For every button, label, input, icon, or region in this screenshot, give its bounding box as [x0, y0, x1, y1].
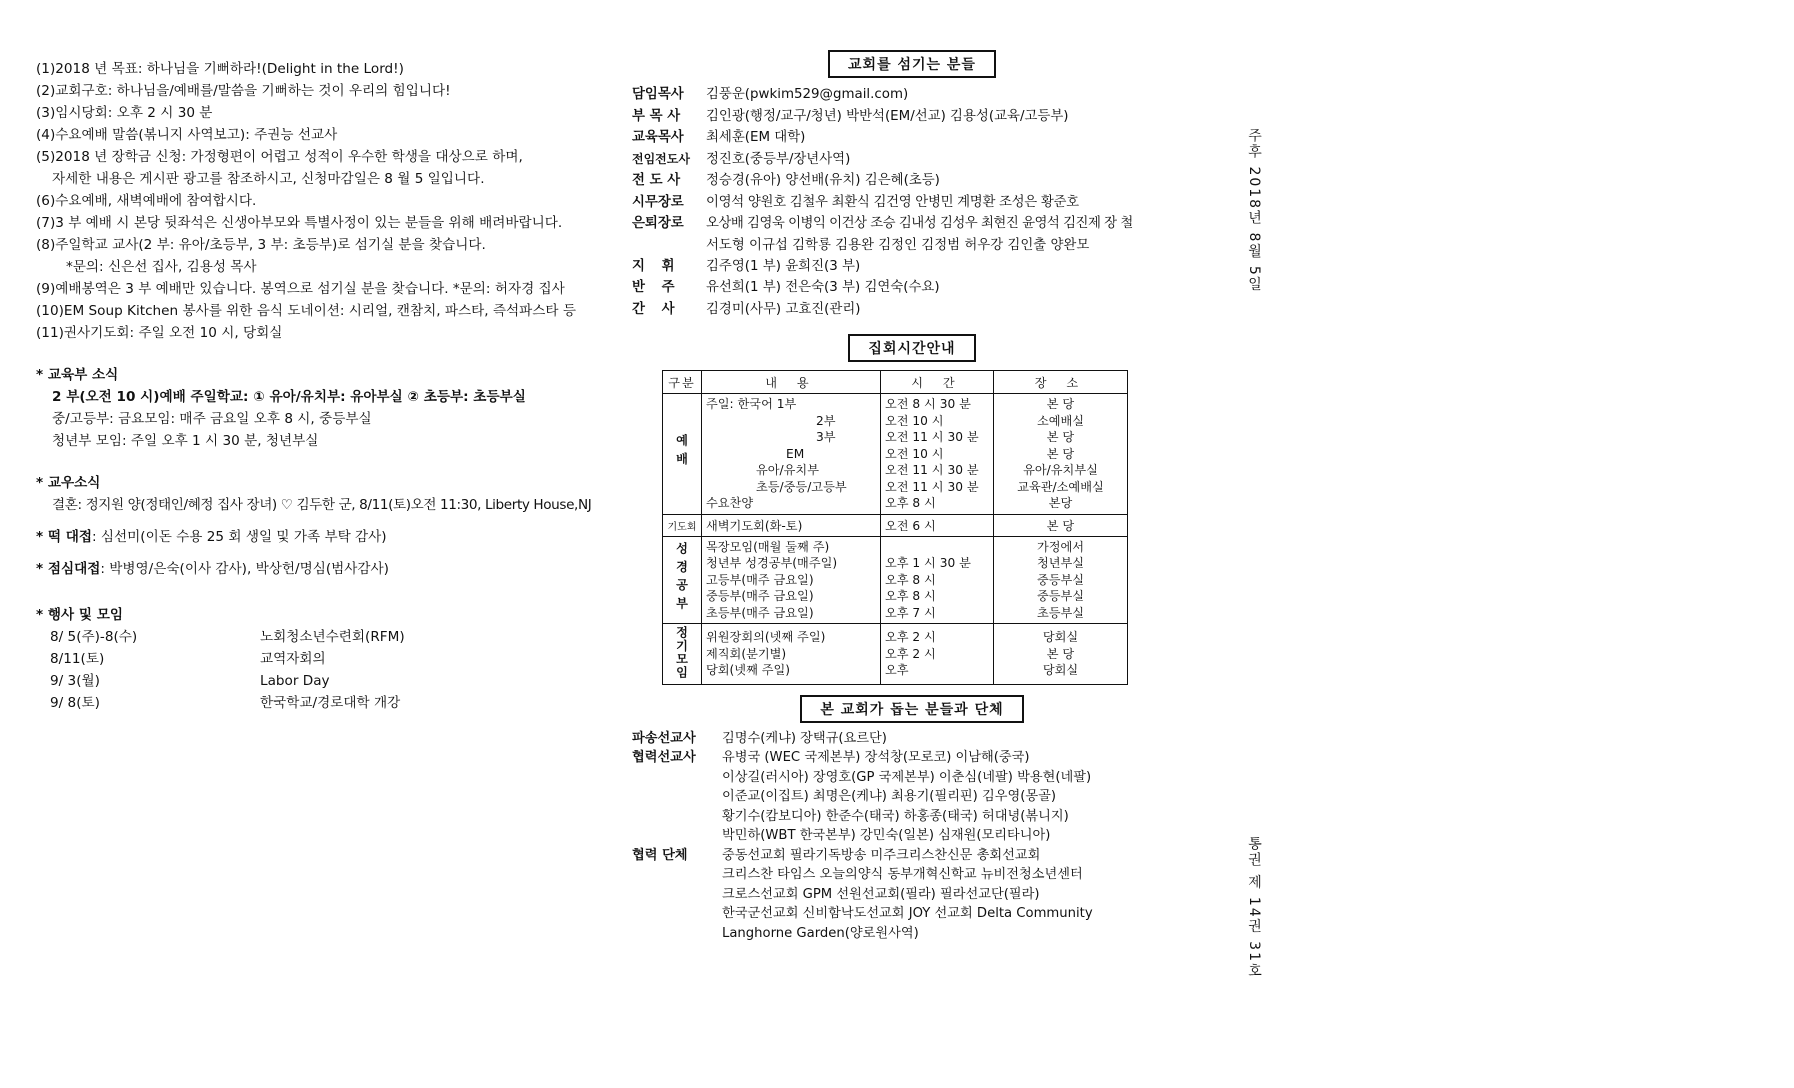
staff-row	[632, 213, 1192, 235]
staff-row	[632, 106, 1192, 128]
content-item: EM	[786, 446, 805, 461]
staff-role: 전임전도사	[632, 151, 690, 166]
announcement-3: (3)임시당회: 오후 2 시 30 분	[36, 105, 213, 121]
bulletin-volume: 통권 제 14권 31호	[1246, 836, 1262, 979]
worship-content	[702, 394, 881, 515]
staff-names: 최세훈(EM 대학)	[706, 130, 806, 145]
bible-category	[663, 536, 702, 624]
announcement-4: (4)수요예배 말씀(볶니지 사역보고): 주권능 선교사	[36, 127, 338, 143]
bible-category-label: 성경공부	[674, 541, 689, 615]
staff-names: 정진호(중등부/장년사역)	[706, 151, 851, 167]
header-category: 구분	[663, 371, 702, 394]
news-section-title: * 교우소식	[36, 472, 596, 494]
time-item: 오후 2 시	[885, 646, 936, 661]
content-item: 유아/유치부	[756, 463, 819, 477]
event-name: 교역자회의	[260, 651, 326, 667]
place-item: 당회실	[1042, 663, 1079, 678]
bible-content	[702, 536, 881, 624]
place-item: 초등부실	[1036, 605, 1085, 620]
event-name: Labor Day	[260, 673, 330, 689]
place-item: 가정에서	[1036, 539, 1085, 554]
staff-role: 교육목사	[632, 130, 684, 145]
time-item: 오후 8 시	[885, 496, 936, 510]
event-name: 한국학교/경로대학 개강	[260, 695, 401, 711]
staff-names: 김주영(1 부) 윤희진(3 부)	[706, 258, 861, 274]
staff-names: 이영석 양원호 김철우 최환식 김건영 안병민 계명환 조성은 황준호	[706, 194, 1079, 210]
mission-title: 본 교회가 돕는 분들과 단체	[800, 695, 1023, 723]
staff-names: 김풍운(pwkim529@gmail.com)	[706, 87, 909, 102]
staff-row	[632, 127, 1192, 149]
schedule-title: 집회시간안내	[848, 334, 975, 362]
content-item: 중등부(매주 금요일)	[706, 589, 814, 603]
bible-time	[881, 536, 994, 624]
prayer-content: 새벽기도회(화-토)	[702, 514, 881, 536]
header-time: 시 간	[881, 371, 994, 394]
place-item: 청년부실	[1036, 556, 1085, 570]
prayer-row	[663, 514, 1128, 536]
coop-missionaries-line: 황기수(캄보디아) 한준수(태국) 하홍종(태국) 허대녕(볶니지)	[722, 808, 1069, 824]
staff-role: 담임목사	[632, 87, 684, 102]
prayer-time: 오전 6 시	[881, 514, 994, 536]
content-item: 3부	[816, 430, 836, 444]
staff-role: 지 휘	[632, 258, 681, 274]
regular-category	[663, 624, 702, 685]
header-place: 장 소	[994, 371, 1128, 394]
lunch-text: : 박병영/은숙(이사 감사), 박상헌/명심(범사감사)	[100, 561, 389, 577]
place-item: 중등부실	[1036, 589, 1085, 603]
prayer-category: 기도회	[663, 514, 702, 536]
edu-line-2: 중/고등부: 금요모임: 매주 금요일 오후 8 시, 중등부실	[52, 411, 372, 427]
time-item: 오후 8 시	[885, 589, 936, 603]
coop-org-line: Langhorne Garden(양로원사역)	[722, 925, 919, 941]
announcement-5-cont: 자세한 내용은 게시판 광고를 참조하시고, 신청마감일은 8 월 5 일입니다.	[52, 171, 485, 187]
edu-line-3: 청년부 모임: 주일 오후 1 시 30 분, 청년부실	[52, 433, 319, 449]
place-item: 본 당	[1046, 397, 1075, 411]
regular-category-label: 정기모임	[674, 626, 689, 679]
place-item: 본당	[1048, 496, 1073, 510]
staff-row	[632, 277, 1192, 299]
staff-row	[632, 299, 1192, 321]
worship-place	[994, 394, 1128, 515]
event-date: 9/ 8(토)	[50, 695, 100, 711]
announcement-10: (10)EM Soup Kitchen 봉사를 위한 음식 도네이션: 시리얼, 캔참치, 파스타, 즉석파스타 등	[36, 303, 576, 319]
announcement-11: (11)권사기도회: 주일 오전 10 시, 당회실	[36, 325, 283, 341]
coop-org-line: 크리스찬 타임스 오늘의양식 동부개혁신학교 뉴비전청소년센터	[722, 867, 1083, 883]
announcement-8: (8)주일학교 교사(2 부: 유아/초등부, 3 부: 초등부)로 섬기실 분을 찾습니다.	[36, 237, 486, 253]
content-item: 청년부 성경공부(매주일)	[706, 556, 838, 570]
place-item: 중등부실	[1036, 572, 1085, 587]
schedule-title-wrap	[632, 334, 1192, 362]
time-item: 오전 8 시 30 분	[885, 397, 971, 411]
announcement-9: (9)예배봉역은 3 부 예배만 있습니다. 봉역으로 섬기실 분을 찾습니다. *문의: 허자경 집사	[36, 281, 565, 297]
lunch-label: * 점심대접	[36, 561, 100, 577]
place-item: 본 당	[1046, 430, 1075, 444]
news-wedding: 결혼: 정지원 양(정태인/혜정 집사 장녀) ♡ 김두한 군, 8/11(토)오전 11:30, Liberty House,NJ	[52, 497, 592, 513]
event-date: 9/ 3(월)	[50, 673, 100, 689]
announcement-5: (5)2018 년 장학금 신청: 가정형편이 어렵고 성적이 우수한 학생을 대상으로 하며,	[36, 149, 523, 165]
edu-section-title: * 교육부 소식	[36, 364, 596, 386]
staff-row	[632, 192, 1192, 214]
announcement-1: (1)2018 년 목표: 하나님을 기뻐하라!(Delight in the Lord!)	[36, 61, 404, 77]
time-item: 오전 10 시	[885, 446, 944, 461]
staff-names: 김인광(행정/교구/청년) 박반석(EM/선교) 김용성(교육/고등부)	[706, 108, 1069, 124]
mission-names: 중동선교회 필라기독방송 미주크리스찬신문 총회선교회	[722, 847, 1041, 863]
place-item: 본 당	[1046, 646, 1075, 661]
event-date: 8/ 5(주)-8(수)	[50, 629, 138, 645]
content-item: 초등부(매주 금요일)	[706, 605, 814, 620]
time-item: 오후 7 시	[885, 605, 936, 620]
coop-missionaries-line: 이준교(이집트) 최명은(케냐) 최용기(필리핀) 김우영(몽골)	[722, 789, 1056, 805]
bible-row	[663, 536, 1128, 624]
place-item: 유아/유치부실	[1023, 463, 1098, 477]
time-item: 오후 8 시	[885, 572, 936, 587]
staff-role: 시무장로	[632, 194, 684, 210]
mission-row	[632, 729, 1192, 749]
staff-role: 은퇴장로	[632, 216, 684, 231]
right-column	[632, 50, 1192, 943]
announcement-2: (2)교회구호: 하나님을/예배를/말씀을 기뻐하는 것이 우리의 힘입니다!	[36, 83, 451, 99]
content-item: 고등부(매주 금요일)	[706, 572, 814, 587]
place-item: 교육관/소예배실	[1017, 479, 1104, 494]
prayer-place: 본 당	[994, 514, 1128, 536]
worship-row	[663, 394, 1128, 515]
content-item: 2부	[816, 413, 836, 428]
rice-text: : 심선미(이돈 수용 25 회 생일 및 가족 부탁 감사)	[91, 529, 387, 545]
worship-category	[663, 394, 702, 515]
staff-row	[632, 256, 1192, 278]
content-item: 위원장회의(넷째 주일)	[706, 630, 826, 645]
staff-role: 반 주	[632, 280, 681, 295]
worship-time	[881, 394, 994, 515]
staff-row	[632, 149, 1192, 171]
mission-row	[632, 846, 1192, 866]
content-item: 초등/중등/고등부	[756, 479, 847, 494]
regular-meeting-row	[663, 624, 1128, 685]
time-item: 오전 11 시 30 분	[885, 430, 979, 444]
content-item: 목장모임(매월 둘째 주)	[706, 539, 830, 554]
staff-title: 교회를 섬기는 분들	[828, 50, 996, 78]
mission-title-wrap	[632, 695, 1192, 723]
event-name: 노회청소년수련회(RFM)	[260, 629, 405, 645]
staff-names: 김경미(사무) 고효진(관리)	[706, 301, 861, 317]
rice-label: * 떡 대접	[36, 529, 92, 545]
time-item: 오전 11 시 30 분	[885, 479, 979, 494]
regular-content	[702, 624, 881, 685]
regular-place	[994, 624, 1128, 685]
time-item	[885, 539, 989, 556]
announcement-8-contact: *문의: 신은선 집사, 김용성 목사	[66, 259, 257, 275]
mission-category: 협력선교사	[632, 750, 696, 766]
coop-missionaries-line: 이상길(러시아) 장영호(GP 국제본부) 이춘심(네팔) 박용현(네팔)	[722, 769, 1092, 785]
lunch-offering	[36, 558, 596, 580]
staff-row	[632, 84, 1192, 106]
time-item: 오후 2 시	[885, 630, 936, 645]
place-item: 본 당	[1046, 446, 1075, 461]
staff-role: 부 목 사	[632, 108, 681, 124]
staff-role: 전 도 사	[632, 173, 681, 188]
worship-category-label: 예배	[674, 434, 689, 471]
content-item: 주일: 한국어 1부	[706, 397, 797, 411]
place-item: 당회실	[1042, 630, 1079, 645]
announcement-6: (6)수요예배, 새벽예배에 참여합시다.	[36, 193, 257, 209]
header-content: 내 용	[702, 371, 881, 394]
staff-row	[632, 170, 1192, 192]
staff-names: 정승경(유아) 양선배(유치) 김은혜(초등)	[706, 173, 940, 188]
mission-row	[632, 748, 1192, 768]
coop-org-line: 한국군선교회 신비함낙도선교회 JOY 선교회 Delta Community	[722, 906, 1093, 922]
announcement-7: (7)3 부 예배 시 본당 뒷좌석은 신생아부모와 특별사정이 있는 분들을 위해 배려바랍니다.	[36, 215, 563, 231]
staff-names: 오상배 김영욱 이병익 이건상 조승 김내성 김성우 최현진 윤영석 김진제 장 철	[706, 216, 1133, 231]
mission-names: 유병국 (WEC 국제본부) 장석창(모로코) 이남해(중국)	[722, 750, 1030, 766]
coop-missionaries-line: 박민하(WBT 한국본부) 강민숙(일본) 심재원(모리타니아)	[722, 828, 1051, 844]
bulletin-date: 주후 2018년 8월 5일	[1246, 128, 1262, 293]
time-item: 오후 1 시 30 분	[885, 556, 971, 570]
rice-offering	[36, 526, 596, 548]
content-item: 제직회(분기별)	[706, 646, 787, 661]
staff-names: 유선희(1 부) 전은숙(3 부) 김연숙(수요)	[706, 280, 940, 295]
time-item: 오후	[885, 663, 909, 678]
mission-names: 김명수(케냐) 장택규(요르단)	[722, 730, 887, 746]
events-section-title: * 행사 및 모임	[36, 604, 596, 626]
edu-line-1: 2 부(오전 10 시)예배 주일학교: ① 유아/유치부: 유아부실 ② 초등부: 초등부실	[52, 389, 526, 405]
event-date: 8/11(토)	[50, 651, 105, 667]
left-column	[36, 58, 596, 714]
regular-time	[881, 624, 994, 685]
events-list	[36, 626, 596, 714]
time-item: 오전 11 시 30 분	[885, 463, 979, 477]
place-item: 소예배실	[1036, 413, 1085, 428]
coop-org-line: 크로스선교회 GPM 선원선교회(필라) 필라선교단(필라)	[722, 886, 1040, 902]
staff-role: 간 사	[632, 301, 681, 317]
schedule-table	[662, 370, 1128, 685]
schedule-header-row	[663, 371, 1128, 394]
bible-place	[994, 536, 1128, 624]
content-item: 당회(넷째 주일)	[706, 663, 791, 678]
retired-elders-cont: 서도형 이규섭 김학룡 김용완 김정인 김정범 허우강 김인출 양완모	[706, 237, 1090, 253]
time-item: 오전 10 시	[885, 413, 944, 428]
mission-category: 파송선교사	[632, 730, 696, 746]
mission-category: 협력 단체	[632, 847, 688, 863]
staff-title-wrap	[632, 50, 1192, 78]
content-item: 수요찬양	[706, 496, 754, 510]
